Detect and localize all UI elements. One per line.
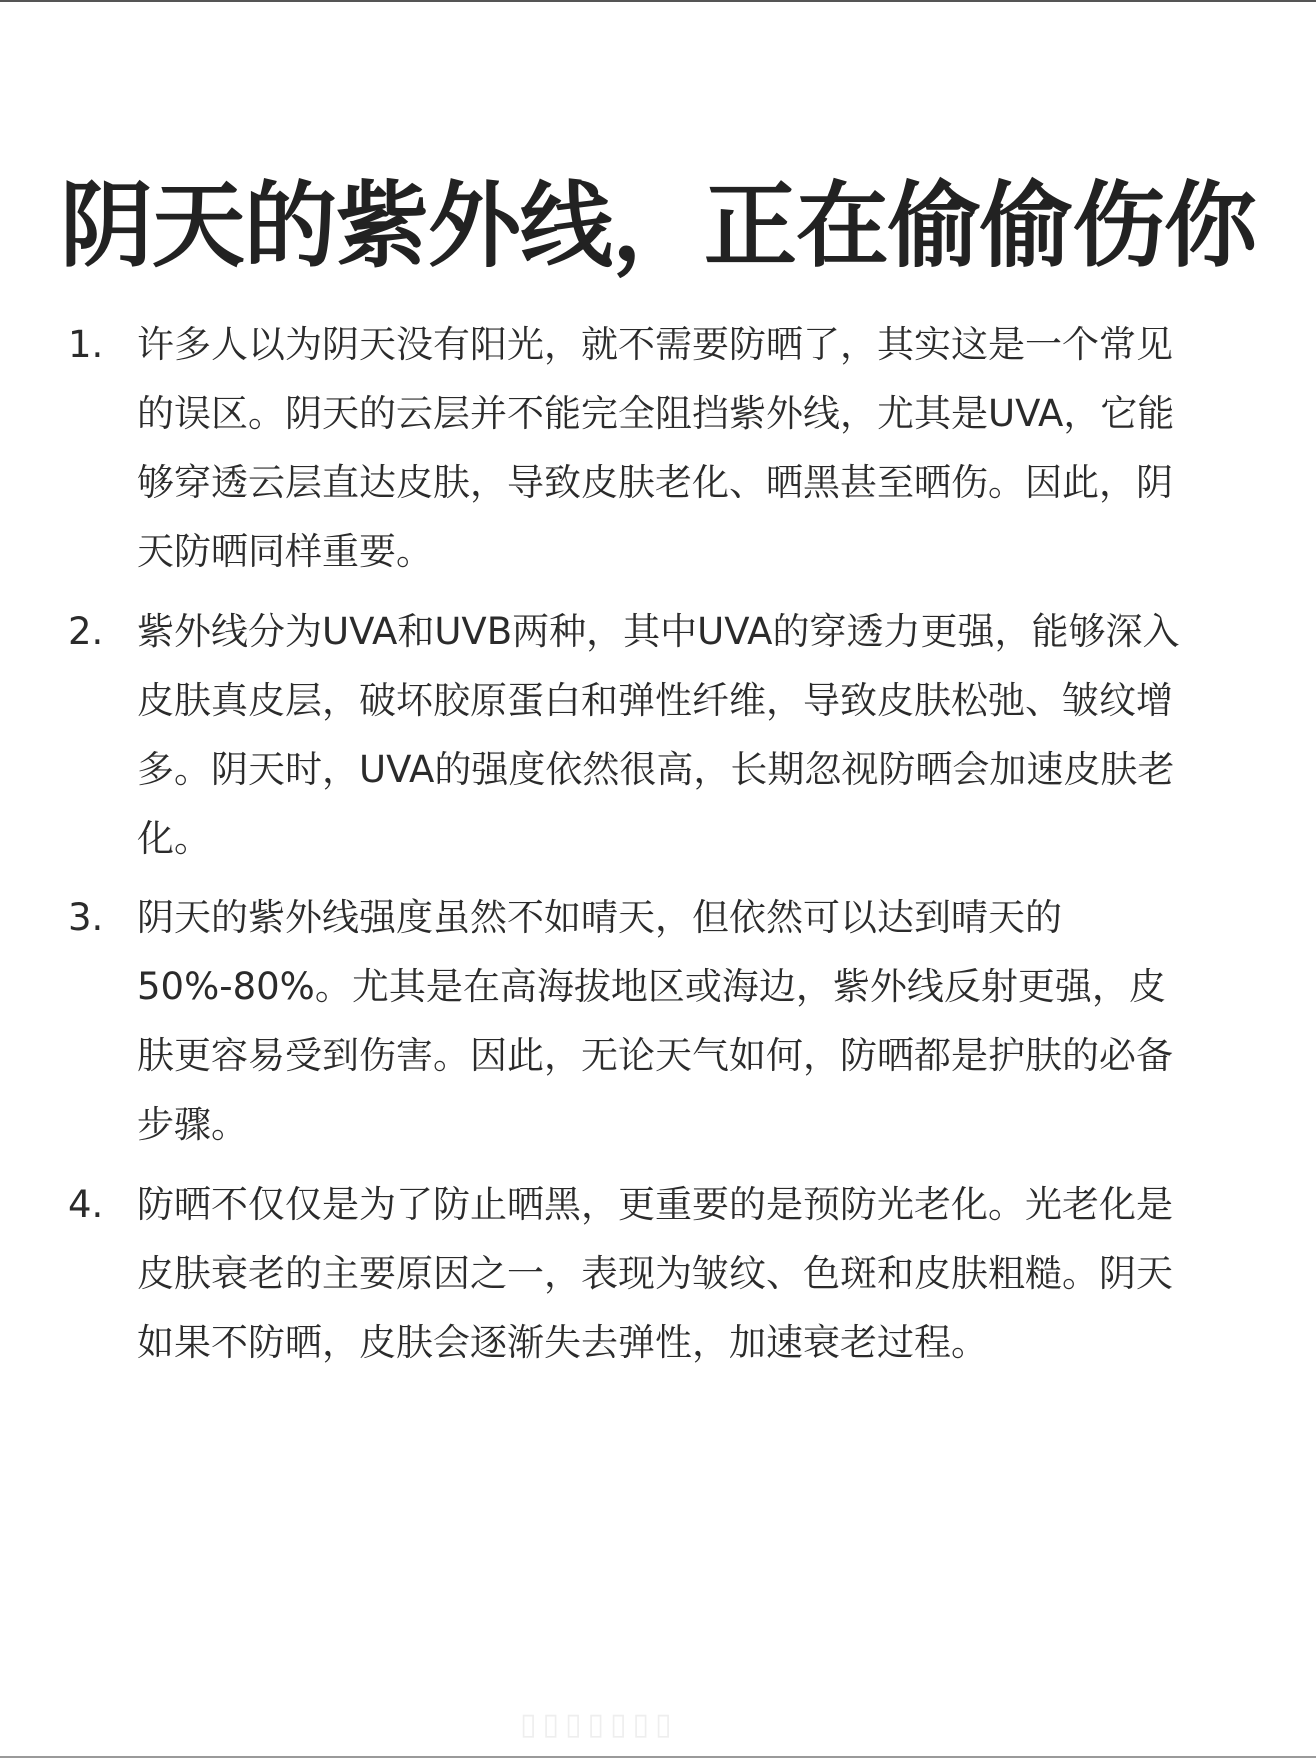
point-number: 4. bbox=[68, 1183, 104, 1226]
page-title: 阴天的紫外线，正在偷偷伤你 bbox=[60, 172, 1256, 280]
point-text: 阴天的紫外线强度虽然不如晴天，但依然可以达到晴天的 50%-80%。尤其是在高海拔地区或海边，紫外线反射更强，皮 肤更容易受到伤害。因此，无论天气如何，防晒都是护肤的必备 步骤。 bbox=[137, 896, 1173, 1146]
point-text: 防晒不仅仅是为了防止晒黑，更重要的是预防光老化。光老化是 皮肤衰老的主要原因之一，表现为皱纹、色斑和皮肤粗糙。阴天 如果不防晒，皮肤会逐渐失去弹性，加速衰老过程。 bbox=[137, 1183, 1173, 1364]
point-number: 2. bbox=[68, 610, 104, 653]
point-text: 紫外线分为UVA和UVB两种，其中UVA的穿透力更强，能够深入 皮肤真皮层，破坏胶原蛋白和弹性纤维，导致皮肤松弛、皱纹增 多。阴天时，UVA的强度依然很高，长期忽视防晒会加速皮肤老 化。 bbox=[137, 610, 1180, 860]
point-text: 许多人以为阴天没有阳光，就不需要防晒了，其实这是一个常见 的误区。阴天的云层并不能完全阻挡紫外线，尤其是UVA，它能 够穿透云层直达皮肤，导致皮肤老化、晒黑甚至晒伤。因此，阴 天防晒同样重要。 bbox=[137, 323, 1175, 573]
watermark-logo: ▯▯▯▯▯▯▯ bbox=[520, 1707, 678, 1742]
top-divider bbox=[0, 0, 1316, 2]
point-number: 1. bbox=[68, 323, 104, 366]
point-number: 3. bbox=[68, 896, 104, 939]
